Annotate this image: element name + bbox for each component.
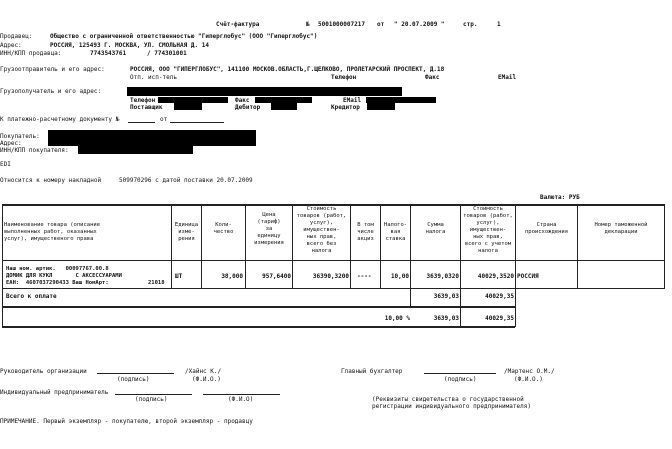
header-country: Страна происхождения <box>524 222 569 235</box>
shipper-fax-label: Факс <box>425 74 440 81</box>
table-header-bottom-border <box>2 260 665 261</box>
payment-doc-number-line <box>128 122 155 123</box>
accountant-label: Главный бухгалтер <box>341 368 403 375</box>
payment-doc-label: К платежно-расчетному документу № <box>0 116 120 123</box>
row-tax-rate: 10,00 <box>390 273 409 280</box>
redacted-consignee-debtor <box>271 103 297 110</box>
invoice-ref-value: 509970296 с датой поставки 20.07.2009 <box>119 177 253 184</box>
seller-name: Общество с ограниченной ответственностью "Гиперглобус" (ООО "Гиперглобус") <box>50 33 318 40</box>
seller-address-label: Адрес: <box>0 42 22 49</box>
row-excise: ---- <box>357 273 372 280</box>
row-unit: ШТ <box>175 273 183 280</box>
edi-label: EDI <box>0 161 11 168</box>
consignee-email-label: EMail <box>343 97 362 104</box>
page-label: стр. <box>463 21 478 28</box>
header-product-name: Наименование товара (описание выполненных работ, оказанных услуг), имущественого права <box>4 222 101 242</box>
payment-doc-from-label: от <box>160 116 168 123</box>
header-cost-without-tax: Стоимость товаров (работ, услуг), имуществен- ных прав, всего без налога <box>296 206 347 254</box>
entrepreneur-sign-caption: (подпись) <box>135 396 168 403</box>
header-cost-with-tax: Стоимость товаров (работ, услуг), имуществен- ных прав, всего с учетом налога <box>463 206 513 254</box>
entrepreneur-fio-line <box>203 394 280 395</box>
director-signature-line <box>97 373 174 374</box>
director-label: Руководитель организации <box>0 368 87 375</box>
consignee-debtor-label: Дебитор <box>235 104 261 111</box>
redacted-consignee-creditor <box>367 103 395 110</box>
shipper-sub-label: Отп. исп-тель <box>130 74 177 81</box>
row-ean: ЕАН: 4607037290433 Ваш НомАрт: <box>6 280 109 286</box>
redacted-buyer-inn <box>78 146 193 154</box>
accountant-name: /Мартенс О.М./ <box>504 368 555 375</box>
total-tax: 3639,03 <box>433 293 459 300</box>
seller-inn: 7743543761 <box>90 50 127 57</box>
seller-kpp: / 774301001 <box>147 50 187 57</box>
table-summary-bottom-border <box>2 326 515 328</box>
buyer-label: Покупатель: <box>0 133 40 140</box>
director-fio-caption: (Ф.И.О.) <box>192 376 221 383</box>
consignee-supplier-label: Поставщик <box>130 104 163 111</box>
payment-doc-date-line <box>170 122 224 123</box>
shipper-label: Грузоотправитель и его адрес: <box>0 66 105 73</box>
consignee-phone-label: Телефон <box>130 97 156 104</box>
date-label: от <box>377 21 385 28</box>
row-tax-sum: 3639,0320 <box>426 273 459 280</box>
col-divider <box>350 205 351 289</box>
consignee-fax-label: Факс <box>235 97 250 104</box>
row-price: 957,6400 <box>262 273 291 280</box>
col-divider <box>171 205 172 289</box>
row-cost-with-tax: 40029,3520 <box>477 273 514 280</box>
total-sum: 40029,35 <box>485 293 514 300</box>
invoice-ref-label: Относится к номеру накладной <box>0 177 102 184</box>
shipper-value: РОССИЯ, ООО "ГИПЕРГЛОБУС", 141100 МОСКОВ.ОБЛАСТЬ,Г.ЩЕЛКОВО, ПРОЛЕТАРСКИЙ ПРОСПЕКТ, Д.18 <box>130 66 445 73</box>
shipper-phone-label: Телефон <box>331 74 357 81</box>
registration-line-2: регистрации индивидуального предпринимателя) <box>372 403 531 410</box>
total-label: Всего к оплате <box>6 293 57 300</box>
header-excise: В том числе акциз <box>357 222 374 242</box>
invoice-number: 5001000007217 <box>318 21 365 28</box>
seller-address: РОССИЯ, 125493 Г. МОСКВА, УЛ. СМОЛЬНАЯ Д. 14 <box>50 42 209 49</box>
table-right-border <box>664 205 665 289</box>
document-title: Счёт-фактура <box>216 21 260 28</box>
accountant-fio-caption: (Ф.И.О.) <box>514 376 543 383</box>
redacted-buyer-name <box>48 130 256 146</box>
col-divider <box>577 205 578 289</box>
row-quantity: 38,000 <box>221 273 243 280</box>
summary-tax: 3639,03 <box>433 315 459 322</box>
row-product-name: ДОМИК ДЛЯ КУКЛ С АКСЕССУАРАМИ <box>6 273 122 279</box>
director-name: /Хайнс К./ <box>185 368 222 375</box>
entrepreneur-label: Индивидуальный предприниматель <box>0 389 109 396</box>
table-total-bottom-border <box>2 306 515 308</box>
header-quantity: Коли- чество <box>213 222 234 235</box>
header-tax-sum: Сумма налога <box>425 222 446 235</box>
invoice-date: " 20.07.2009 " <box>394 21 445 28</box>
buyer-inn-label: ИНН/КПП покупателя: <box>0 147 69 154</box>
header-unit: Единица изме- рения <box>174 222 199 242</box>
director-sign-caption: (подпись) <box>117 376 150 383</box>
header-customs-declaration: Номер таможенной декларации <box>594 222 648 235</box>
header-tax-rate: Налого- вая ставка <box>383 222 408 242</box>
seller-label: Продавец: <box>0 33 33 40</box>
note: ПРИМЕЧАНИЕ. Первый экземпляр - покупателю, второй экземпляр - продавцу <box>0 418 253 425</box>
accountant-signature-line <box>424 373 496 374</box>
table-left-border <box>2 205 3 327</box>
row-article: Наш ном. артик. 00097767.00.8 <box>6 266 109 272</box>
row-cost-without-tax: 36390,3200 <box>312 273 349 280</box>
currency: Валюта: РУБ <box>540 194 580 201</box>
entrepreneur-signature-line <box>115 394 192 395</box>
registration-line-1: (Реквизиты свидетельства о государственной <box>372 396 524 403</box>
row-code: 21018 <box>148 280 165 286</box>
entrepreneur-fio-caption: (Ф.И.О) <box>228 396 254 403</box>
consignee-creditor-label: Кредитор <box>331 104 360 111</box>
redacted-consignee-address <box>127 87 402 96</box>
seller-inn-label: ИНН/КПП продавца: <box>0 50 62 57</box>
accountant-sign-caption: (подпись) <box>444 376 477 383</box>
header-unit-price: Цена (тариф) за единицу измерения <box>254 212 284 246</box>
row-country: РОССИЯ <box>517 273 539 280</box>
table-row-bottom-border <box>2 288 665 289</box>
consignee-label: Грузополучатель и его адрес: <box>0 88 102 95</box>
summary-rate: 10,00 % <box>384 315 410 322</box>
shipper-email-label: EMail <box>498 74 517 81</box>
summary-sum: 40029,35 <box>485 315 514 322</box>
page-number: 1 <box>497 21 501 28</box>
redacted-consignee-supplier <box>174 103 202 110</box>
buyer-address-label: Адрес: <box>0 140 22 147</box>
number-label: № <box>306 21 310 28</box>
